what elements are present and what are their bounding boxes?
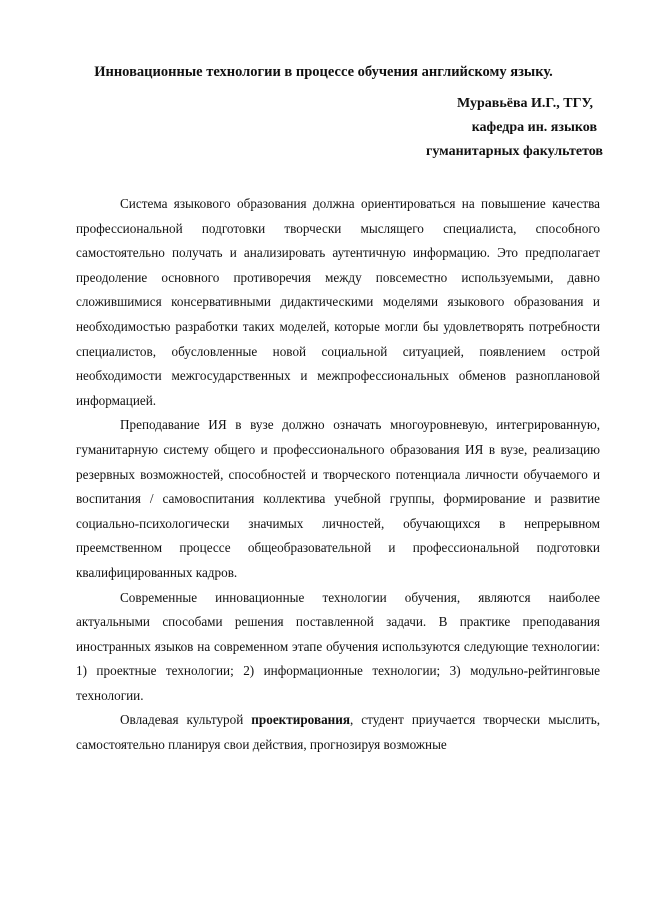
paragraph: Система языкового образования должна ориентироваться на повышение качества профессиональной подготовки творчески мыслящего специалиста, способного самостоятельно получать и анализировать аутентичную информацию. Это предполагает преодоление основного противоречия между повсеместно используемыми, давно сложившимися консервативными дидактическими моделями языкового образования и необходимостью разработки таких моделей, которые могли бы удовлетворять потребности специалистов, обусловленные новой социальной ситуацией, появлением острой необходимости межгосударственных и межпрофессиональных обменов разноплановой информацией. [76,196,600,408]
paragraph: Современные инновационные технологии обучения, являются наиболее актуальными способами решения поставленной задачи. В практике преподавания иностранных языков на современном этапе обучения используются следующие технологии: 1) проектные технологии; 2) информационные технологии; 3) модульно-рейтинговые технологии. [76,589,600,703]
author-name-line: Муравьёва И.Г., ТГУ, [456,96,593,111]
document-title: Инновационные технологии в процессе обучения английскому языку. [94,64,553,80]
author-department-line: кафедра ин. языков [471,120,597,135]
paragraph [76,708,600,757]
document-body [76,192,600,758]
paragraph-text: , студент приучается творчески мыслить, самостоятельно планируя свои действия, прогнозируя возможные [76,712,600,753]
paragraph-text: Овладевая культурой [120,712,252,728]
paragraph: Преподавание ИЯ в вузе должно означать многоуровневую, интегрированную, гуманитарную систему общего и профессионального образования ИЯ в вузе, реализацию резервных возможностей, способностей и творческого потенциала личности обучаемого и воспитания / самовоспитания коллектива учебной группы, формирование и развитие социально-психологически значимых личностей, обучающихся в непрерывном преемственном процессе общеобразовательной и профессиональной подготовки квалифицированных кадров. [76,417,600,580]
author-faculty-line: гуманитарных факультетов [425,144,603,159]
bold-term: проектирования [251,712,350,728]
